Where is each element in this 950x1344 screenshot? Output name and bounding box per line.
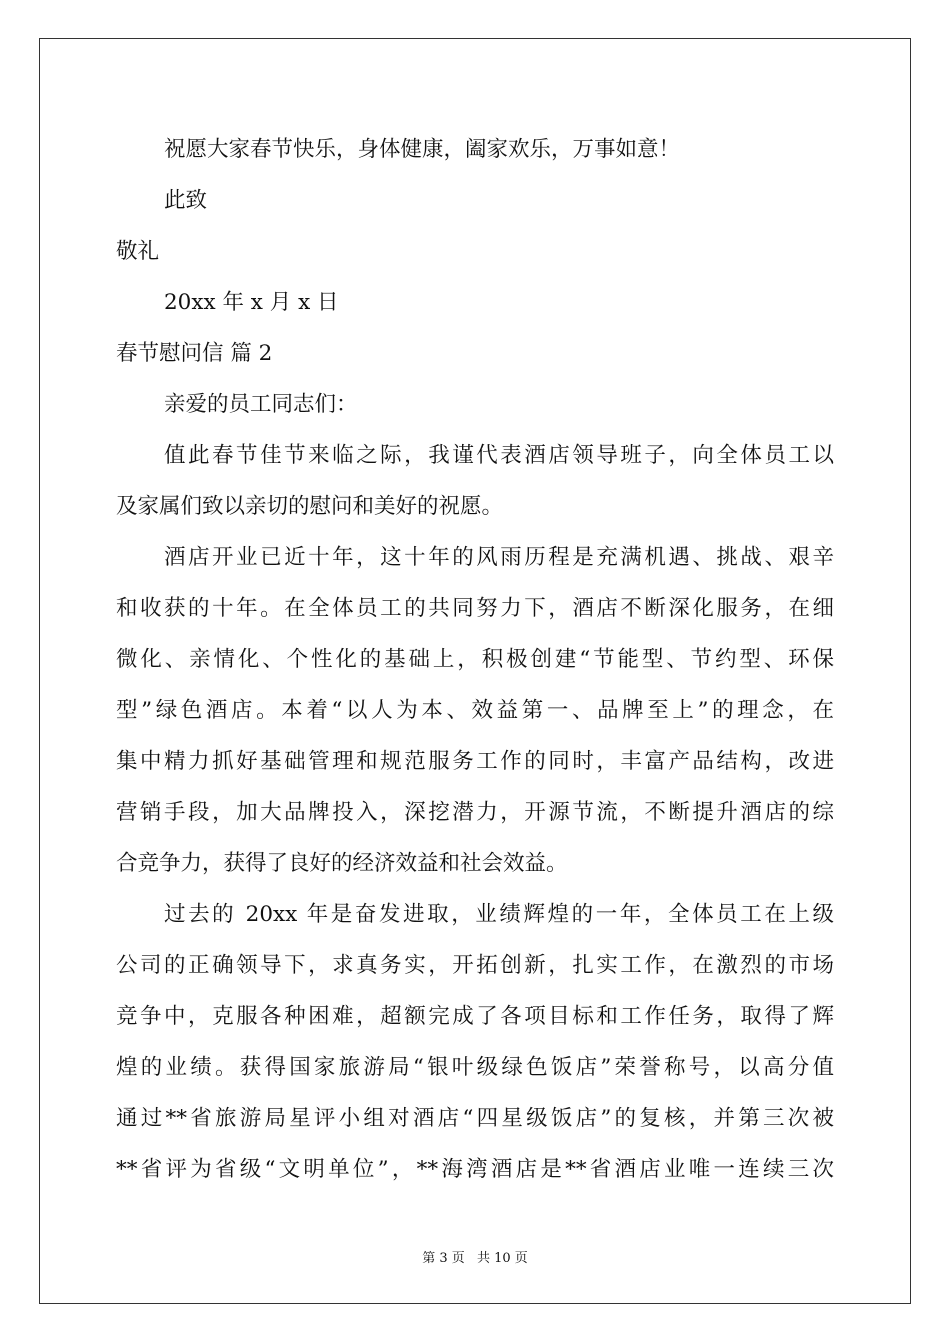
text-line: 及家属们致以亲切的慰问和美好的祝愿。 [116, 494, 504, 519]
text-line: 型”绿色酒店。本着“以人为本、效益第一、品牌至上”的理念，在 [116, 698, 834, 723]
document-body [116, 124, 834, 1195]
text-line: 敬礼 [116, 239, 160, 264]
text-line: 祝愿大家春节快乐，身体健康，阖家欢乐，万事如意！ [164, 137, 681, 162]
text-line: 此致 [164, 188, 208, 213]
section-title: 春节慰问信 篇 2 [116, 341, 273, 366]
text-line: 竞争中，克服各种困难，超额完成了各项目标和工作任务，取得了辉 [116, 1004, 834, 1029]
text-line: 煌的业绩。获得国家旅游局“银叶级绿色饭店”荣誉称号，以高分值 [116, 1055, 834, 1080]
text-line: 集中精力抓好基础管理和规范服务工作的同时，丰富产品结构，改进 [116, 749, 834, 774]
text-line: 公司的正确领导下，求真务实，开拓创新，扎实工作，在激烈的市场 [116, 953, 834, 978]
salutation: 亲爱的员工同志们： [164, 392, 358, 417]
text-line: **省评为省级“文明单位”，**海湾酒店是**省酒店业唯一连续三次 [116, 1157, 834, 1182]
text-line: 微化、亲情化、个性化的基础上，积极创建“节能型、节约型、环保 [116, 647, 834, 672]
page-footer [0, 1247, 950, 1266]
text-line: 合竞争力，获得了良好的经济效益和社会效益。 [116, 851, 568, 876]
page-number: 第 3 页 [422, 1251, 465, 1266]
text-line: 过去的 20xx 年是奋发进取，业绩辉煌的一年，全体员工在上级 [164, 902, 834, 927]
page-total: 共 10 页 [476, 1251, 528, 1266]
date-line: 20xx 年 x 月 x 日 [164, 290, 339, 315]
text-line: 值此春节佳节来临之际，我谨代表酒店领导班子，向全体员工以 [164, 443, 834, 468]
text-line: 酒店开业已近十年，这十年的风雨历程是充满机遇、挑战、艰辛 [164, 545, 834, 570]
text-line: 营销手段，加大品牌投入，深挖潜力，开源节流，不断提升酒店的综 [116, 800, 834, 825]
text-line: 和收获的十年。在全体员工的共同努力下，酒店不断深化服务，在细 [116, 596, 834, 621]
text-line: 通过**省旅游局星评小组对酒店“四星级饭店”的复核，并第三次被 [116, 1106, 834, 1131]
